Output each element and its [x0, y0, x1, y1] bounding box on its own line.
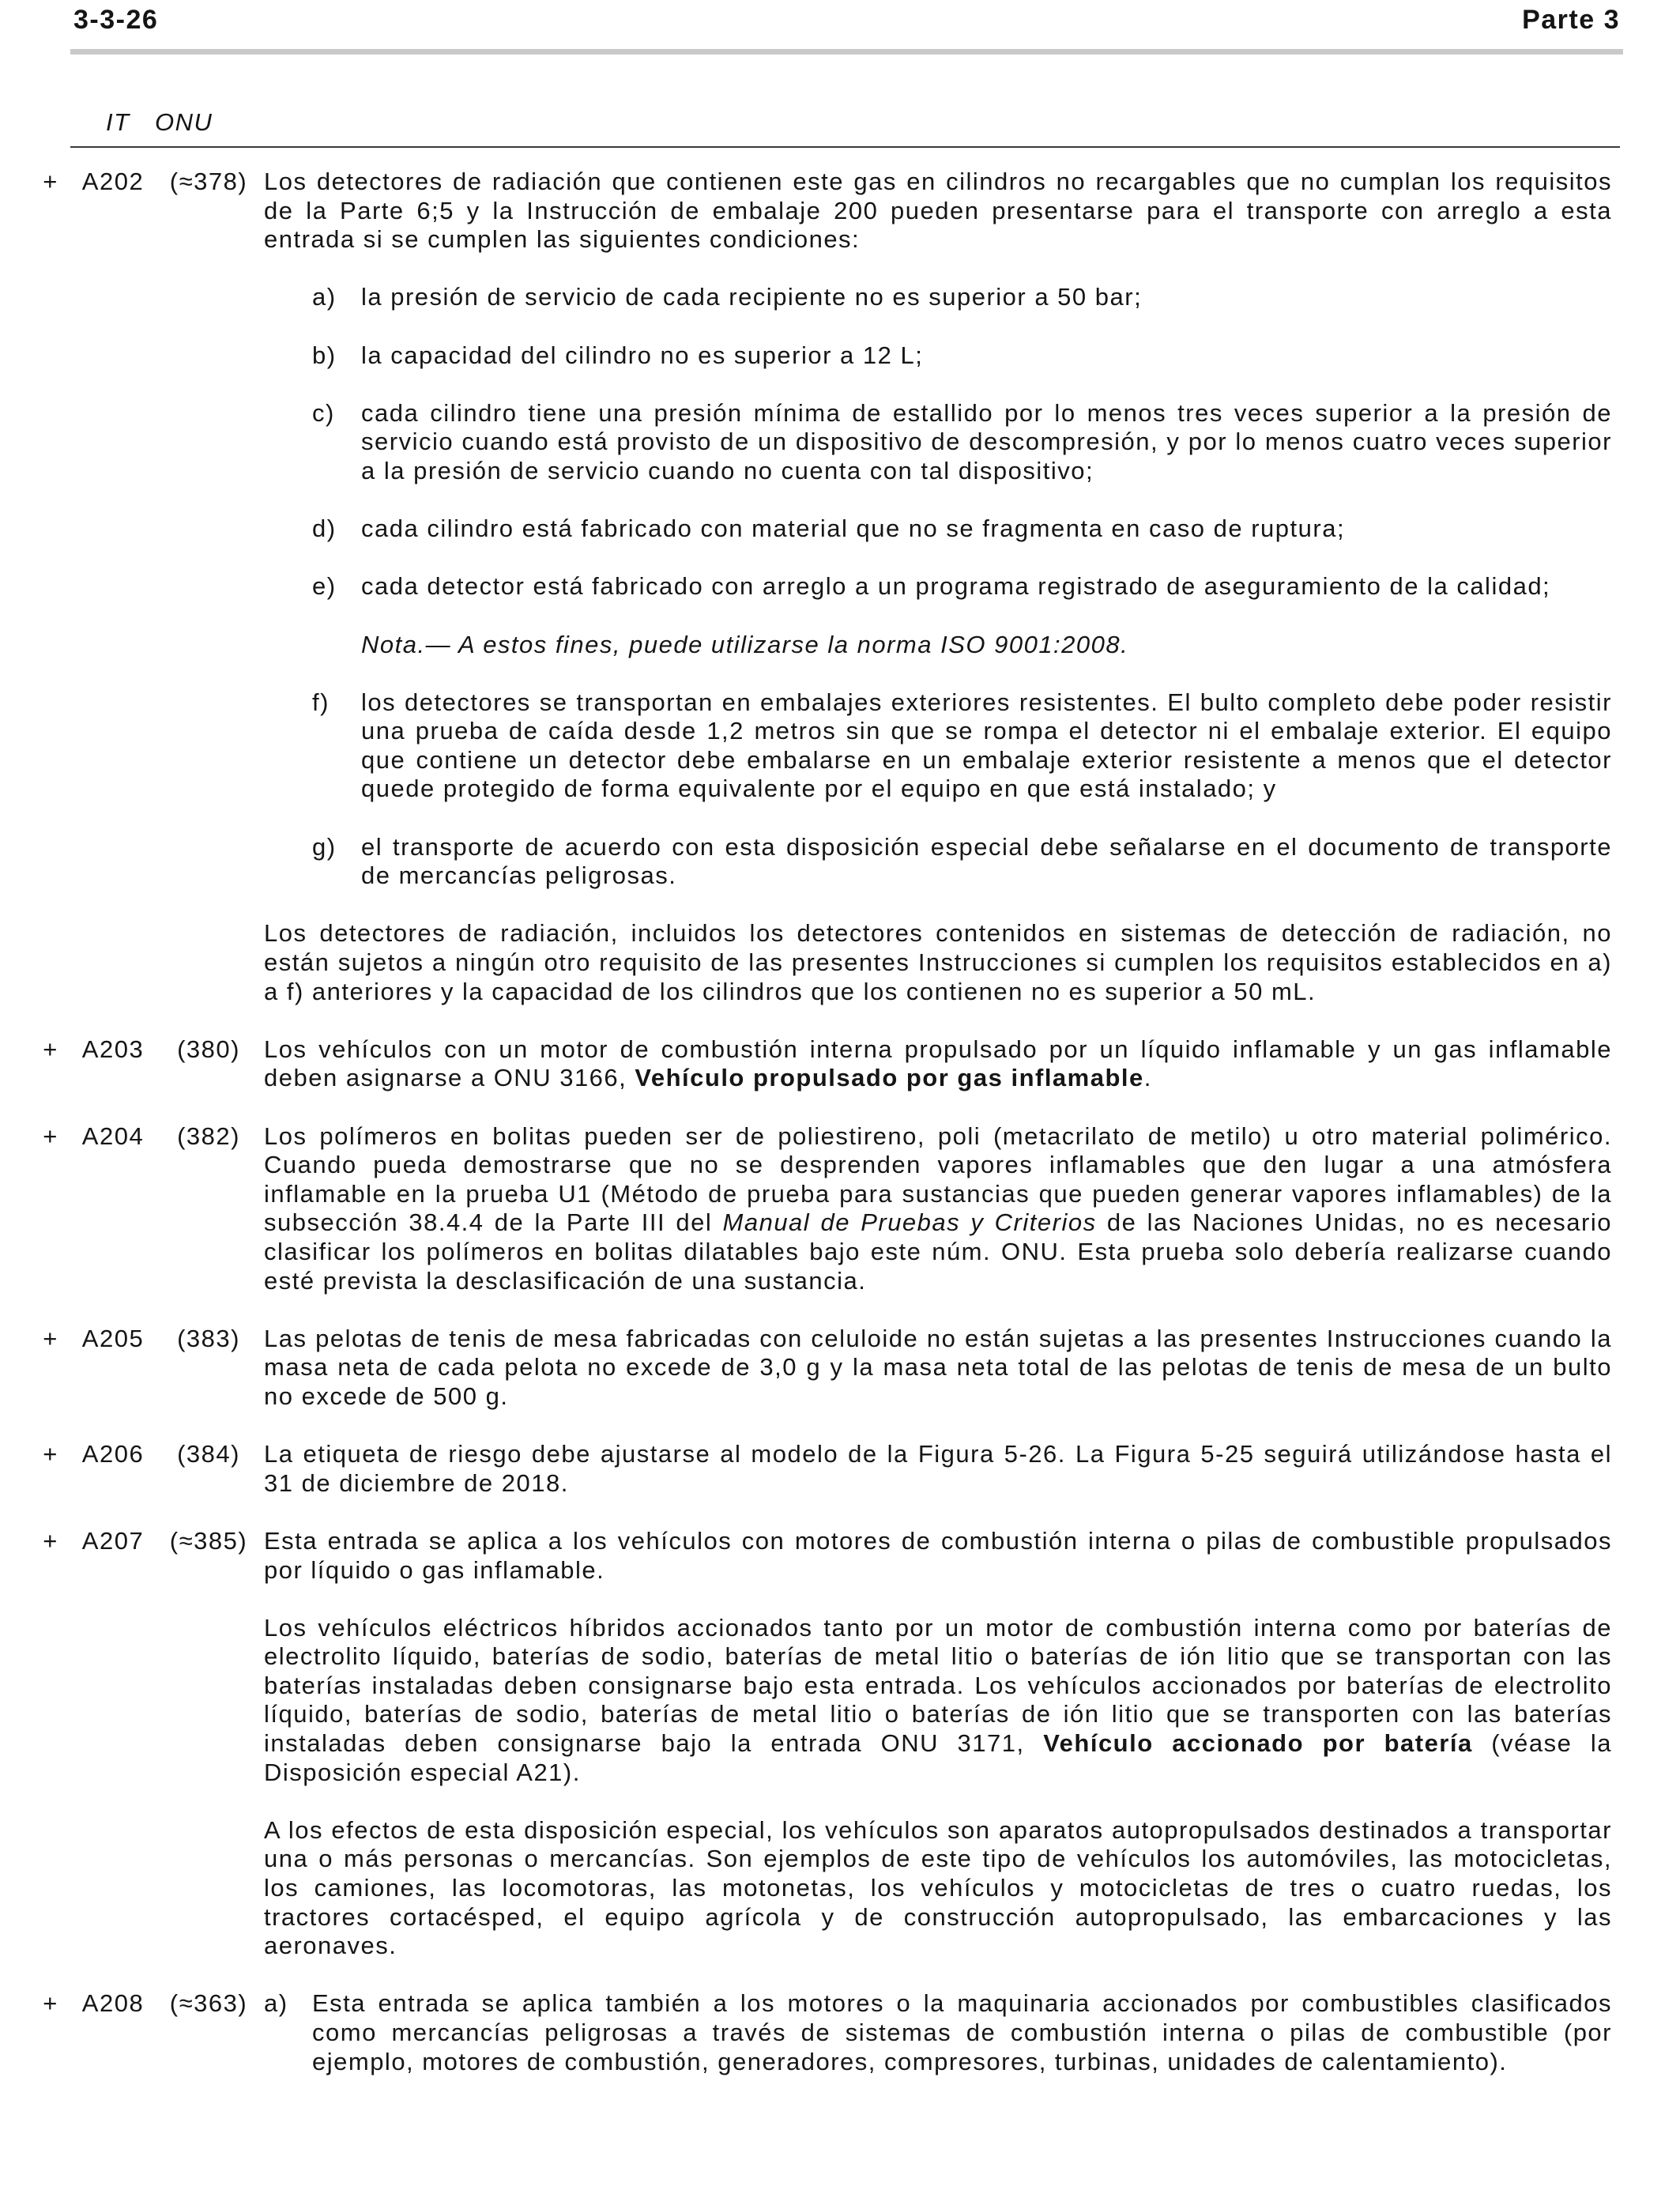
proper-shipping-name: Vehículo propulsado por gas inflamable — [635, 1064, 1144, 1092]
provision-paragraph — [264, 1614, 1612, 1788]
it-code: A208 — [81, 1989, 145, 2018]
part-title: Parte 3 — [1522, 5, 1620, 35]
provision-text: Las pelotas de tenis de mesa fabricadas con celuloide no están sujetas a las presentes Instrucciones cuando la masa neta de cada pelota no excede de 3,0 g y la masa neta total de las pelotas de tenis de mesa de un bulto no excede de 500 g. — [264, 1324, 1612, 1410]
condition-text: cada cilindro está fabricado con material que no se fragmenta en caso de ruptura; — [361, 515, 1346, 543]
running-header — [73, 4, 1620, 36]
provision-paragraph: Esta entrada se aplica a los vehículos con motores de combustión interna o pilas de combustible propulsados por líquido o gas inflamable. — [264, 1526, 1612, 1584]
condition-text: cada detector está fabricado con arreglo a un programa registrado de aseguramiento de la calidad; — [361, 572, 1551, 601]
item-text: Esta entrada se aplica también a los motores o la maquinaria accionados por combustibles clasificados como mercancías peligrosas a través de sistemas de combustión interna o pilas de combustible (por ejemplo, motores de combustión, generadores, compresores, turbinas, unidades de calentamiento). — [312, 1989, 1612, 2075]
text-segment: . — [1143, 1064, 1152, 1092]
it-code: A203 — [81, 1035, 145, 1063]
provision-a206 — [43, 1440, 1612, 1498]
item-a — [264, 1989, 1612, 2076]
text-segment: de las Naciones Unidas, no es necesario clasificar los polímeros en bolitas dilatables bajo este núm. ONU. Esta prueba solo debería realizarse cuando esté prevista la desclasificación de una sustancia. — [264, 1208, 1612, 1295]
note-text: Nota.— A estos fines, puede utilizarse la norma ISO 9001:2008. — [361, 630, 1129, 658]
condition-label: c) — [312, 398, 335, 427]
condition-a — [264, 283, 1612, 312]
provision-text: La etiqueta de riesgo debe ajustarse al modelo de la Figura 5-26. La Figura 5-25 seguirá utilizándose hasta el 31 de diciembre de 2018. — [264, 1440, 1612, 1497]
onu-code: (≈378) — [169, 168, 248, 195]
column-header-onu: ONU — [155, 108, 213, 136]
revision-mark: + — [43, 1526, 58, 1555]
condition-text: el transporte de acuerdo con esta disposición especial debe señalarse en el documento de transporte de mercancías peligrosas. — [361, 832, 1612, 890]
condition-e — [264, 572, 1612, 659]
provision-a203 — [43, 1035, 1612, 1093]
manual-title: Manual de Pruebas y Criterios — [722, 1208, 1097, 1237]
provision-intro: Los detectores de radiación que contienen este gas en cilindros no recargables que no cumplan los requisitos de la Parte 6;5 y la Instrucción de embalaje 200 pueden presentarse para el transporte con arreglo a esta entrada si se cumplen las siguientes condiciones: — [264, 168, 1612, 254]
condition-label: b) — [312, 341, 337, 369]
revision-mark: + — [43, 1122, 58, 1150]
provision-closing: Los detectores de radiación, incluidos los detectores contenidos en sistemas de detección de radiación, no están sujetos a ningún otro requisito de las presentes Instrucciones si cumplen los requisitos establecidos en a) a f) anteriores y la capacidad de los cilindros que los contienen no es superior a 50 mL. — [264, 919, 1612, 1005]
it-code: A206 — [81, 1440, 145, 1468]
revision-mark: + — [43, 1989, 58, 2018]
condition-label: a) — [312, 283, 337, 311]
onu-code: (384) — [177, 1440, 240, 1468]
onu-code: (≈385) — [169, 1526, 248, 1555]
condition-text: los detectores se transportan en embalajes exteriores resistentes. El bulto completo debe poder resistir una prueba de caída desde 1,2 metros sin que se rompa el detector ni el embalaje exterior. El equipo que contiene un detector debe embalarse en un embalaje exterior resistente a menos que el detector quede protegido de forma equivalente por el equipo en que está instalado; y — [361, 688, 1612, 803]
provision-text — [264, 1035, 1612, 1093]
condition-text: la capacidad del cilindro no es superior a 12 L; — [361, 341, 924, 369]
revision-mark: + — [43, 168, 58, 195]
it-code: A207 — [81, 1526, 145, 1555]
provision-a205 — [43, 1324, 1612, 1412]
column-header-rule — [70, 146, 1620, 148]
text-segment: Los vehículos eléctricos híbridos accionados tanto por un motor de combustión interna como por baterías de electrolito líquido, baterías de sodio, baterías de metal litio o baterías de ión litio que se transportan con las baterías instaladas deben consignarse bajo esta entrada. Los vehículos accionados por baterías de electrolito líquido, baterías de sodio, baterías de metal litio o baterías de ión litio que se transporten con las baterías instaladas deben consignarse bajo la entrada ONU 3171, — [264, 1613, 1612, 1758]
provision-paragraph: A los efectos de esta disposición especial, los vehículos son aparatos autopropulsados destinados a transportar una o más personas o mercancías. Son ejemplos de este tipo de vehículos los automóviles, las motocicletas, los camiones, las locomotoras, las motonetas, los vehículos y motocicletas de tres o cuatro ruedas, los tractores cortacésped, el equipo agrícola y de construcción autopropulsado, las embarcaciones y las aeronaves. — [264, 1815, 1612, 1960]
text-segment: Los vehículos con un motor de combustión interna propulsado por un líquido inflamable y un gas inflamable deben asignarse a ONU 3166, — [264, 1035, 1612, 1092]
condition-label: e) — [312, 572, 337, 601]
it-code: A204 — [81, 1122, 145, 1150]
condition-c — [264, 399, 1612, 486]
special-provisions-list — [0, 168, 1680, 2105]
condition-d — [264, 515, 1612, 544]
it-code: A205 — [81, 1324, 145, 1352]
proper-shipping-name: Vehículo accionado por batería — [1043, 1729, 1473, 1758]
condition-label: g) — [312, 832, 337, 861]
header-rule — [70, 49, 1623, 55]
condition-text: la presión de servicio de cada recipiente no es superior a 50 bar; — [361, 283, 1143, 311]
revision-mark: + — [43, 1324, 58, 1352]
condition-g — [264, 833, 1612, 891]
onu-code: (≈363) — [169, 1989, 248, 2018]
condition-label: d) — [312, 515, 337, 543]
condition-f — [264, 688, 1612, 804]
provision-a204 — [43, 1122, 1612, 1296]
it-code: A202 — [81, 168, 145, 195]
provision-a207 — [43, 1526, 1613, 1961]
provision-text — [264, 1122, 1612, 1296]
condition-b — [264, 341, 1612, 371]
column-header-it: IT — [106, 108, 130, 136]
item-label: a) — [264, 1989, 288, 2018]
text-segment: Los polímeros en bolitas pueden ser de poliestireno, poli (metacrilato de metilo) u otro material polimérico. Cuando pueda demostrarse que no se desprenden vapores inflamables que den lugar a una atmósfera inflamable en la prueba U1 (Método de prueba para sustancias que pueden generar vapores inflamables) de la subsección 38.4.4 de la Parte III del — [264, 1122, 1612, 1237]
column-header — [0, 108, 1680, 138]
onu-code: (383) — [177, 1324, 240, 1352]
revision-mark: + — [43, 1440, 58, 1468]
onu-code: (380) — [177, 1035, 240, 1063]
onu-code: (382) — [177, 1122, 240, 1150]
provision-a208 — [43, 1989, 1612, 2076]
condition-text: cada cilindro tiene una presión mínima de estallido por lo menos tres veces superior a la presión de servicio cuando está provisto de un dispositivo de descompresión, y por lo menos cuatro veces superior a la presión de servicio cuando no cuenta con tal dispositivo; — [361, 398, 1612, 484]
provision-a202 — [43, 168, 1612, 1006]
revision-mark: + — [43, 1035, 58, 1063]
condition-label: f) — [312, 688, 330, 716]
page-number: 3-3-26 — [73, 5, 159, 35]
text-segment: (véase la Disposición especial A21). — [264, 1729, 1613, 1786]
